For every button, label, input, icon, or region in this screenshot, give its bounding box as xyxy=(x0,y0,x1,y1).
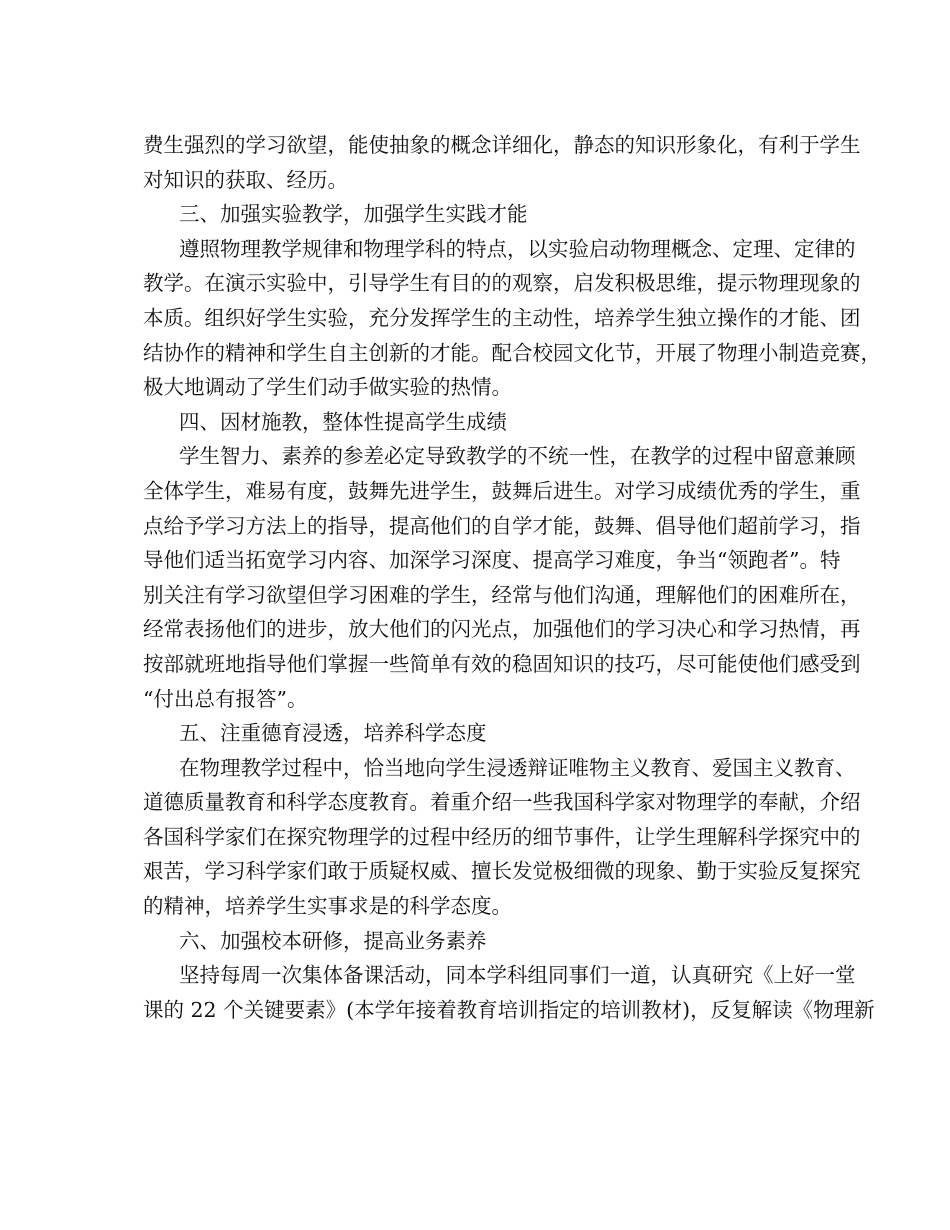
text-line: 费生强烈的学习欲望，能使抽象的概念详细化，静态的知识形象化，有利于学生 xyxy=(143,133,861,157)
section-heading: 三、加强实验教学，加强学生实践才能 xyxy=(179,202,528,227)
paragraph-start: 坚持每周一次集体备课活动，同本学科组同事们一道，认真研究《上好一堂 xyxy=(179,963,856,988)
paragraph-start: 遵照物理教学规律和物理学科的特点，以实验启动物理概念、定理、定律的 xyxy=(179,236,856,261)
text-line: 各国科学家们在探究物理学的过程中经历的细节事件，让学生理解科学探究中的 xyxy=(143,824,861,849)
text-line: 点给予学习方法上的指导，提高他们的自学才能，鼓舞、倡导他们超前学习，指 xyxy=(143,513,861,538)
text-line: 全体学生，难易有度，鼓舞先进学生，鼓舞后进生。对学习成绩优秀的学生，重 xyxy=(143,478,861,503)
paragraph-start: 学生智力、素养的参差必定导致教学的不统一性，在教学的过程中留意兼顾 xyxy=(179,444,856,469)
text-line: 本质。组织好学生实验，充分发挥学生的主动性，培养学生独立操作的才能、团 xyxy=(143,305,861,330)
text-line: 课的 22 个关键要素》(本学年接着教育培训指定的培训教材)，反复解读《物理新 xyxy=(143,997,875,1022)
paragraph-start: 在物理教学过程中，恰当地向学生浸透辩证唯物主义教育、爱国主义教育、 xyxy=(179,755,856,780)
text-line: 别关注有学习欲望但学习困难的学生，经常与他们沟通，理解他们的困难所在， xyxy=(143,582,861,607)
text-line: 导他们适当拓宽学习内容、加深学习深度、提高学习难度，争当“领跑者”。特 xyxy=(143,548,841,573)
section-heading: 四、因材施教，整体性提高学生成绩 xyxy=(179,409,507,434)
section-heading: 六、加强校本研修，提高业务素养 xyxy=(179,928,487,953)
document-body xyxy=(143,128,881,1027)
text-line: 对知识的获取、经历。 xyxy=(143,167,348,192)
text-line: 经常表扬他们的进步，放大他们的闪光点，加强他们的学习决心和学习热情，再 xyxy=(143,617,861,642)
text-line: 按部就班地指导他们掌握一些简单有效的稳固知识的技巧，尽可能使他们感受到 xyxy=(143,651,861,676)
text-line: 道德质量教育和科学态度教育。着重介绍一些我国科学家对物理学的奉献，介绍 xyxy=(143,790,861,815)
text-line: 极大地调动了学生们动手做实验的热情。 xyxy=(143,375,512,400)
text-line: 教学。在演示实验中，引导学生有目的的观察，启发积极思维，提示物理现象的 xyxy=(143,271,861,296)
text-line: 艰苦，学习科学家们敢于质疑权威、擅长发觉极细微的现象、勤于实验反复探究 xyxy=(143,859,861,884)
section-heading: 五、注重德育浸透，培养科学态度 xyxy=(179,721,487,746)
text-line: 的精神，培养学生实事求是的科学态度。 xyxy=(143,894,512,919)
text-line: “付出总有报答”。 xyxy=(143,686,308,711)
text-line: 结协作的精神和学生自主创新的才能。配合校园文化节，开展了物理小制造竞赛， xyxy=(143,340,881,365)
